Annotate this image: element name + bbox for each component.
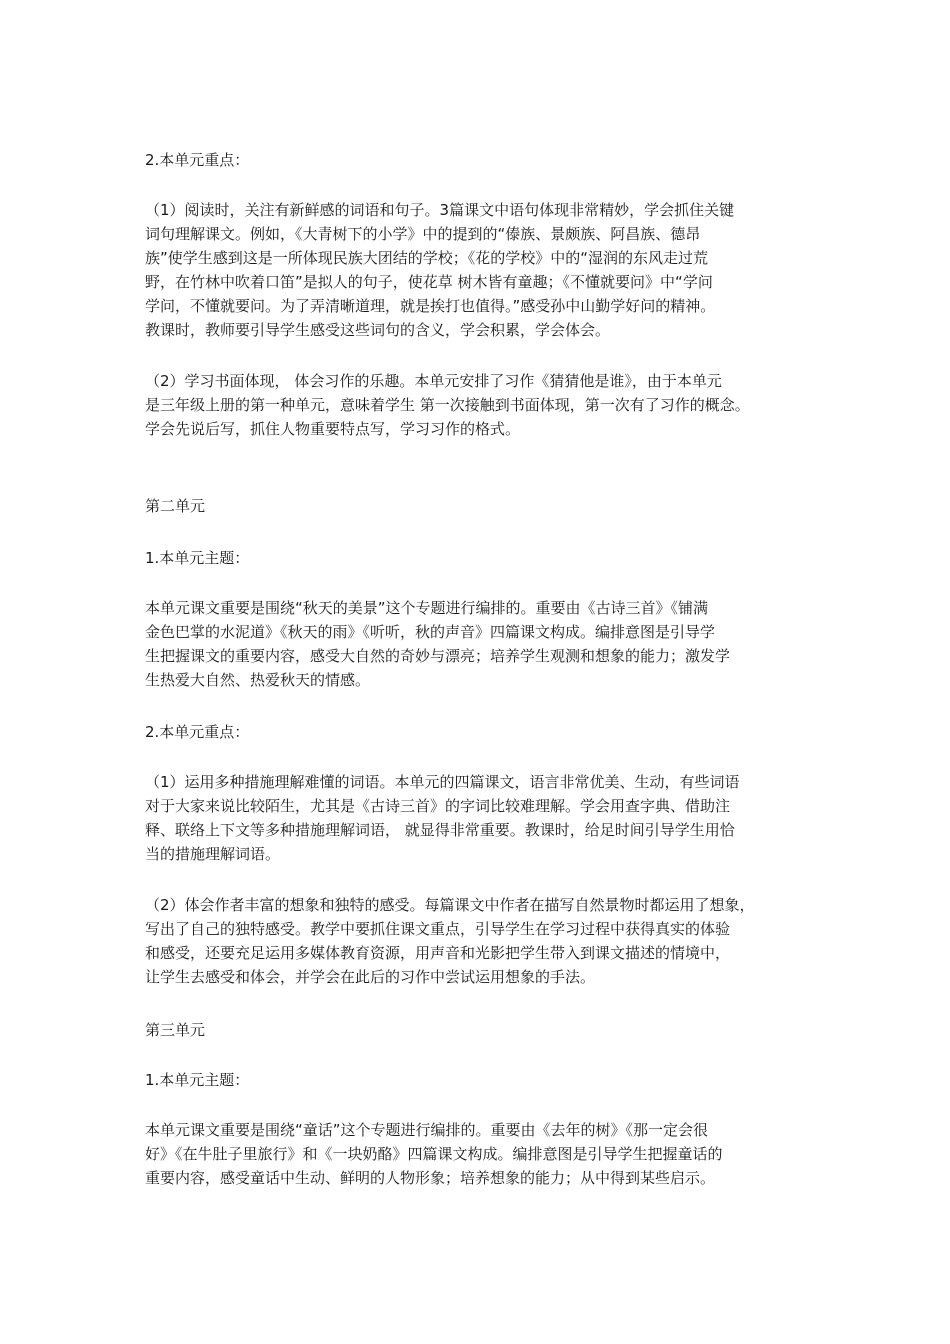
unit2-focus-heading: 2.本单元重点： bbox=[145, 723, 250, 741]
unit1-focus-point-2: （2）学习书面体现， 体会习作的乐趣。本单元安排了习作《猜猜他是谁》，由于本单元 是三年级上册的第一种单元，意味着学生 第一次接触到书面体现，第一次有了习作的概念。 学会先说后写，抓住人物重要特点写，学习习作的格式。 bbox=[145, 372, 750, 438]
unit2-title: 第二单元 bbox=[145, 497, 206, 515]
unit3-theme-text: 本单元课文重要是围绕“童话”这个专题进行编排的。重要由《去年的树》《那一定会很 好》《在牛肚子里旅行》和《一块奶酪》四篇课文构成。编排意图是引导学生把握童话的 重要内容，感受童话中生动、鲜明的人物形象；培养想象的能力；从中得到某些启示。 bbox=[145, 1121, 723, 1187]
unit1-focus-point-1: （1）阅读时，关注有新鲜感的词语和句子。3篇课文中语句体现非常精妙，学会抓住关键 词句理解课文。例如，《大青树下的小学》中的提到的“傣族、景颇族、阿昌族、德昂 族”使学生感到这是一所体现民族大团结的学校；《花的学校》中的“湿润的东风走过荒 野，在竹林中吹着口笛”是拟人的句子，使花草 树木皆有童趣；《不懂就要问》中“学问 学问，不懂就要问。为了弄清晰道理，就是挨打也值得。”感受孙中山勤学好问的精神。 教课时，教师要引导学生感受这些词句的含义，学会积累，学会体会。 bbox=[145, 201, 735, 339]
unit2-focus-point-1: （1）运用多种措施理解难懂的词语。本单元的四篇课文，语言非常优美、生动，有些词语 对于大家来说比较陌生，尤其是《古诗三首》的字词比较难理解。学会用查字典、借助注 释、联络上下文等多种措施理解词语， 就显得非常重要。教课时，给足时间引导学生用恰 当的措施理解词语。 bbox=[145, 773, 740, 863]
unit3-title: 第三单元 bbox=[145, 1021, 206, 1039]
unit2-focus-point-2: （2）体会作者丰富的想象和独特的感受。每篇课文中作者在描写自然景物时都运用了想象， 写出了自己的独特感受。教学中要抓住课文重点，引导学生在学习过程中获得真实的体验 和感受，还要充足运用多媒体教育资源，用声音和光影把学生带入到课文描述的情境中， 让学生去感受和体会，并学会在此后的习作中尝试运用想象的手法。 bbox=[145, 896, 755, 986]
unit1-focus-heading: 2.本单元重点： bbox=[145, 151, 250, 169]
unit2-theme-text: 本单元课文重要是围绕“秋天的美景”这个专题进行编排的。重要由《古诗三首》《铺满 金色巴掌的水泥道》《秋天的雨》《听听，秋的声音》四篇课文构成。编排意图是引导学 生把握课文的重要内容，感受大自然的奇妙与漂亮；培养学生观测和想象的能力；激发学 生热爱大自然、热爱秋天的情感。 bbox=[145, 599, 731, 689]
unit3-theme-heading: 1.本单元主题： bbox=[145, 1071, 250, 1089]
unit2-theme-heading: 1.本单元主题： bbox=[145, 549, 250, 567]
